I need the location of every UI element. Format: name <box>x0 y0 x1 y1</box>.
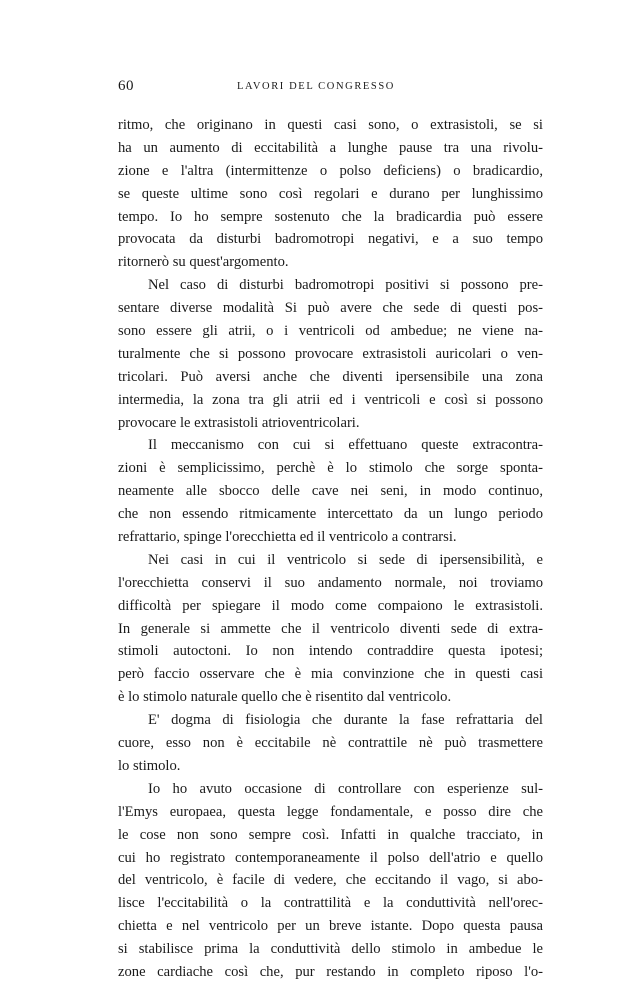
text-line: stimoli autoctoni. Io non intendo contraddire questa ipotesi; <box>118 643 543 660</box>
text-line: chietta e nel ventricolo per un breve istante. Dopo questa pausa <box>118 918 543 935</box>
text-line: sono essere gli atrii, o i ventricoli od ambedue; ne viene na- <box>118 323 543 340</box>
text-line: però faccio osservare che è mia convinzione che in questi casi <box>118 666 543 683</box>
text-line: Io ho avuto occasione di controllare con esperienze sul- <box>148 780 543 797</box>
text-line: zone cardiache così che, pur restando in completo riposo l'o- <box>118 963 543 980</box>
text-line: intermedia, la zona tra gli atrii ed i ventricoli e così si possono <box>118 391 543 408</box>
text-line: è lo stimolo naturale quello che è risentito dal ventricolo. <box>118 689 452 706</box>
text-line: tricolari. Può aversi anche che diventi ipersensibile una zona <box>118 368 543 385</box>
text-line: si stabilisce prima la conduttività dello stimolo in ambedue le <box>118 941 543 958</box>
text-line: ritmo, che originano in questi casi sono, o extrasistoli, se si <box>118 117 543 133</box>
page-number: 60 <box>118 78 134 94</box>
text-line: provocare le extrasistoli atrioventricolari. <box>118 414 360 431</box>
text-line: lisce l'eccitabilità o la contrattilità e la conduttività nell'orec- <box>118 895 543 912</box>
text-line: provocata da disturbi badromotropi negativi, e a suo tempo <box>118 231 543 248</box>
text-line: Nel caso di disturbi badromotropi positivi si possono pre- <box>148 277 543 294</box>
running-head: LAVORI DEL CONGRESSO <box>236 81 395 92</box>
text-line: turalmente che si possono provocare extrasistoli auricolari o ven- <box>118 345 543 362</box>
text-line: l'orecchietta conservi il suo andamento normale, noi troviamo <box>118 574 543 591</box>
text-line: se queste ultime sono così regolari e durano per lunghissimo <box>118 185 543 202</box>
text-line: Nei casi in cui il ventricolo si sede di ipersensibilità, e <box>148 551 543 568</box>
body-text <box>118 114 543 984</box>
text-line: lo stimolo. <box>118 757 181 774</box>
text-line: del ventricolo, è facile di vedere, che eccitando il vago, si abo- <box>118 872 543 889</box>
text-line: zione e l'altra (intermittenze o polso deficiens) o bradicardio, <box>118 162 543 179</box>
text-line: Il meccanismo con cui si effettuano queste extracontra- <box>148 437 543 454</box>
text-line: zioni è semplicissimo, perchè è lo stimolo che sorge sponta- <box>118 460 543 477</box>
text-line: le cose non sono sempre così. Infatti in qualche tracciato, in <box>118 826 543 843</box>
text-line: l'Emys europaea, questa legge fondamentale, e posso dire che <box>118 803 543 820</box>
text-line: cuore, esso non è eccitabile nè contrattile nè può trasmettere <box>118 735 543 752</box>
text-line: difficoltà per spiegare il modo come compaiono le extrasistoli. <box>118 597 543 614</box>
text-line: ritornerò su quest'argomento. <box>118 254 289 271</box>
text-line: In generale si ammette che il ventricolo diventi sede di extra- <box>118 620 543 637</box>
text-line: cui ho registrato contemporaneamente il polso dell'atrio e quello <box>118 849 543 866</box>
text-line: ha un aumento di eccitabilità a lunghe pause tra una rivolu- <box>118 139 543 156</box>
text-line: refrattario, spinge l'orecchietta ed il ventricolo a contrarsi. <box>118 529 457 546</box>
text-line: neamente alle sbocco delle cave nei seni, in modo continuo, <box>118 483 543 500</box>
text-line: tempo. Io ho sempre sostenuto che la bradicardia può essere <box>118 208 543 225</box>
text-line: sentare diverse modalità Si può avere che sede di questi pos- <box>118 300 543 317</box>
text-line: E' dogma di fisiologia che durante la fase refrattaria del <box>148 712 543 729</box>
text-line: che non essendo ritmicamente intercettato da un lungo periodo <box>118 506 543 523</box>
